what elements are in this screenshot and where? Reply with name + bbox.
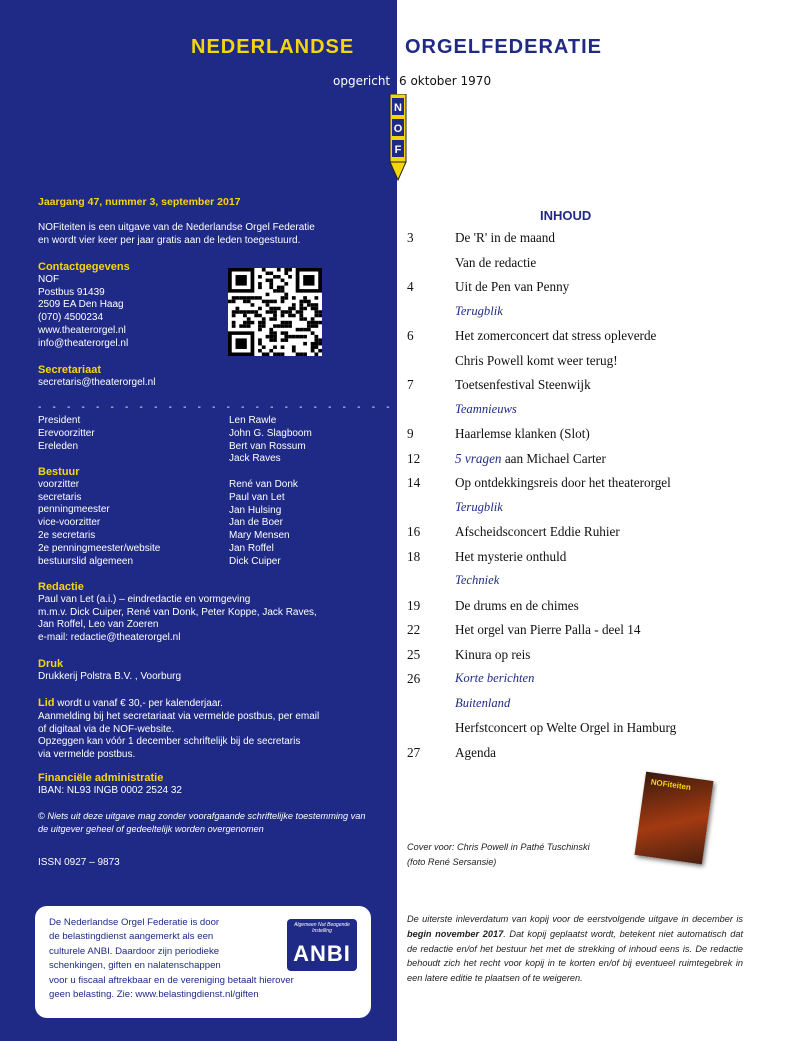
toc-title-rest: aan Michael Carter <box>501 450 606 466</box>
toc-row[interactable] <box>407 426 787 451</box>
toc-title: De 'R' in de maand <box>455 230 555 245</box>
toc-page-number: 6 <box>407 328 414 343</box>
toc-row[interactable] <box>407 549 787 574</box>
secretariaat-block <box>38 364 155 390</box>
toc-row[interactable] <box>407 451 787 476</box>
toc-row[interactable] <box>407 720 787 745</box>
title-right: ORGELFEDERATIE <box>405 36 602 58</box>
deadline-note: De uiterste inleverdatum van kopij voor de eerstvolgende uitgave in december is begin november 2017. Dat kopij geplaatst wordt, betekent niet automatisch dat de redactie en/of het bestuur het met de strekking of inhoud eens is. De redactie behoudt zich het recht voor kopij in te korten en/of bij eventueel ruimtegebrek in een latere editie te plaatsen of te weigeren. <box>407 914 744 984</box>
toc-category: Terugblik <box>455 303 503 318</box>
toc-row[interactable] <box>407 573 787 598</box>
anbi-box <box>35 906 371 1018</box>
toc-row[interactable] <box>407 524 787 549</box>
iban: IBAN: NL93 INGB 0002 2524 32 <box>38 784 182 796</box>
toc-page-number: 25 <box>407 646 421 662</box>
toc-title-italic: 5 vragen <box>455 450 502 466</box>
financieel-heading: Financiële administratie <box>38 772 164 784</box>
svg-text:N: N <box>394 102 402 114</box>
toc-page-number: 22 <box>407 622 421 637</box>
toc-title: Het zomerconcert dat stress opleverde <box>455 328 657 343</box>
toc-title: Chris Powell komt weer terug! <box>455 352 618 368</box>
svg-text:F: F <box>394 144 402 156</box>
toc-row[interactable] <box>407 647 787 672</box>
redactie-email-link[interactable]: e-mail: redactie@theaterorgel.nl <box>38 632 181 644</box>
founded-date: 6 oktober 1970 <box>399 74 492 88</box>
toc-row[interactable] <box>407 230 787 255</box>
toc-title: Afscheidsconcert Eddie Ruhier <box>455 524 620 539</box>
toc-category: Techniek <box>455 573 500 587</box>
toc-title: Haarlemse klanken (Slot) <box>455 426 590 441</box>
toc-page-number: 12 <box>407 450 421 466</box>
toc-row[interactable] <box>407 696 787 721</box>
qr-code <box>228 268 322 356</box>
druk-heading: Druk <box>38 658 64 670</box>
officer-roles: President Erevoorzitter Ereleden <box>38 415 95 452</box>
toc-row[interactable] <box>407 353 787 378</box>
toc-row[interactable] <box>407 328 787 353</box>
lid-block: Lid wordt u vanaf € 30,- per kalenderjaar. Aanmelding bij het secretariaat via vermelde postbus, per email of digitaal via de NOF-website. Opzeggen kan vóór 1 december schriftelijk bij de secretaris via vermelde postbus. <box>38 697 320 761</box>
toc-row[interactable] <box>407 475 787 500</box>
toc-title: De drums en de chimes <box>455 597 579 613</box>
financieel-block <box>38 772 182 798</box>
contact-heading: Contactgegevens <box>38 261 130 273</box>
toc-title: Toetsenfestival Steenwijk <box>455 377 591 392</box>
intro: NOFiteiten is een uitgave van de Nederlandse Orgel Federatie en wordt vier keer per jaar gratis aan de leden toegestuurd. <box>38 222 315 246</box>
toc-page-number: 4 <box>407 279 414 294</box>
copyright-note: © Niets uit deze uitgave mag zonder voorafgaande schriftelijke toestemming van de uitgever geheel of gedeeltelijk worden overgenomen <box>38 811 366 834</box>
toc-title: Agenda <box>455 744 497 760</box>
toc-page-number: 3 <box>407 230 414 245</box>
toc-page-number: 14 <box>407 475 421 490</box>
toc-category: Teamnieuws <box>455 401 517 416</box>
toc-title: Het mysterie onthuld <box>455 548 567 564</box>
toc-title: Het orgel van Pierre Palla - deel 14 <box>455 622 641 637</box>
secretariaat-email-link[interactable]: secretaris@theaterorgel.nl <box>38 376 156 388</box>
bestuur-names: René van Donk Paul van Let Jan Hulsing Jan de Boer Mary Mensen Jan Roffel Dick Cuiper <box>229 479 298 567</box>
website-link[interactable]: www.theaterorgel.nl <box>38 324 126 336</box>
bestuur-roles: Bestuur voorzitter secretaris penningmeester vice-voorzitter 2e secretaris 2e penningmeester/website bestuurslid algemeen <box>38 466 161 567</box>
anbi-text: De Nederlandse Orgel Federatie is door de belastingdienst aangemerkt als een culturele ANBI. Daardoor zijn periodieke schenkingen, giften en nalatenschappen voor u fiscaal aftrekbaar en de vereniging betaalt hierover geen belasting. Zie: www.belastingdienst.nl/giften <box>49 916 339 1002</box>
toc-page-number: 9 <box>407 426 414 441</box>
title-left: NEDERLANDSE <box>191 36 355 58</box>
toc-title: Op ontdekkingsreis door het theaterorgel <box>455 475 671 490</box>
toc-title: Kinura op reis <box>455 646 531 662</box>
belastingdienst-link[interactable]: geen belasting. Zie: www.belastingdienst.nl/giften <box>49 989 259 1001</box>
founded-label: opgericht <box>333 74 391 88</box>
divider: - - - - - - - - - - - - - - - - - - - - - - - - - - - - <box>38 402 438 413</box>
toc-row[interactable] <box>407 402 787 427</box>
issue-line: Jaargang 47, nummer 3, september 2017 <box>38 196 241 208</box>
toc-row[interactable] <box>407 279 787 304</box>
cover-caption: Cover voor: Chris Powell in Pathé Tuschinski (foto René Sersansie) <box>407 842 590 867</box>
contact-block: Contactgegevens NOF Postbus 91439 2509 EA Den Haag (070) 4500234 www.theaterorgel.nl info@theaterorgel.nl <box>38 261 130 349</box>
toc-title: Uit de Pen van Penny <box>455 279 570 294</box>
organ-pipe-logo-icon <box>389 94 407 182</box>
cover-thumbnail: NOFiteiten <box>634 772 713 865</box>
toc-category: Terugblik <box>455 499 503 514</box>
toc-row[interactable] <box>407 745 787 770</box>
toc-title: Van de redactie <box>455 254 537 270</box>
toc-page-number: 7 <box>407 377 414 392</box>
toc-row[interactable] <box>407 255 787 280</box>
anbi-logo: Algemeen Nut Beogende Instelling ANBI <box>287 919 357 971</box>
toc-title <box>455 451 606 467</box>
toc-row[interactable] <box>407 671 787 696</box>
toc-title: Herfstconcert op Welte Orgel in Hamburg <box>455 720 677 735</box>
toc-row[interactable] <box>407 304 787 329</box>
secretariaat-heading: Secretariaat <box>38 364 101 376</box>
table-of-contents <box>407 230 787 769</box>
toc-heading: INHOUD <box>540 208 592 223</box>
officer-names: Len Rawle John G. Slagboom Bert van Rossum Jack Raves <box>229 415 312 465</box>
toc-page-number: 26 <box>407 671 421 686</box>
druk-block: Druk Drukkerij Polstra B.V. , Voorburg <box>38 658 182 682</box>
toc-page-number: 16 <box>407 524 421 539</box>
toc-category: Buitenland <box>455 695 511 710</box>
redactie-block: Redactie Paul van Let (a.i.) – eindredactie en vormgeving m.m.v. Dick Cuiper, René van Donk, Peter Koppe, Jack Raves, Jan Roffel, Leo van Zoeren e-mail: redactie@theaterorgel.nl <box>38 581 317 644</box>
toc-row[interactable] <box>407 377 787 402</box>
svg-text:O: O <box>393 123 403 135</box>
toc-row[interactable] <box>407 598 787 623</box>
toc-row[interactable] <box>407 500 787 525</box>
toc-row[interactable] <box>407 622 787 647</box>
redactie-heading: Redactie <box>38 581 84 593</box>
toc-page-number: 27 <box>407 744 421 760</box>
toc-page-number: 19 <box>407 597 421 613</box>
toc-page-number: 18 <box>407 548 421 564</box>
issn: ISSN 0927 – 9873 <box>38 857 120 868</box>
toc-category: Korte berichten <box>455 671 535 685</box>
lid-heading: Lid <box>38 697 55 709</box>
info-email-link[interactable]: info@theaterorgel.nl <box>38 337 129 349</box>
bestuur-heading: Bestuur <box>38 466 80 478</box>
